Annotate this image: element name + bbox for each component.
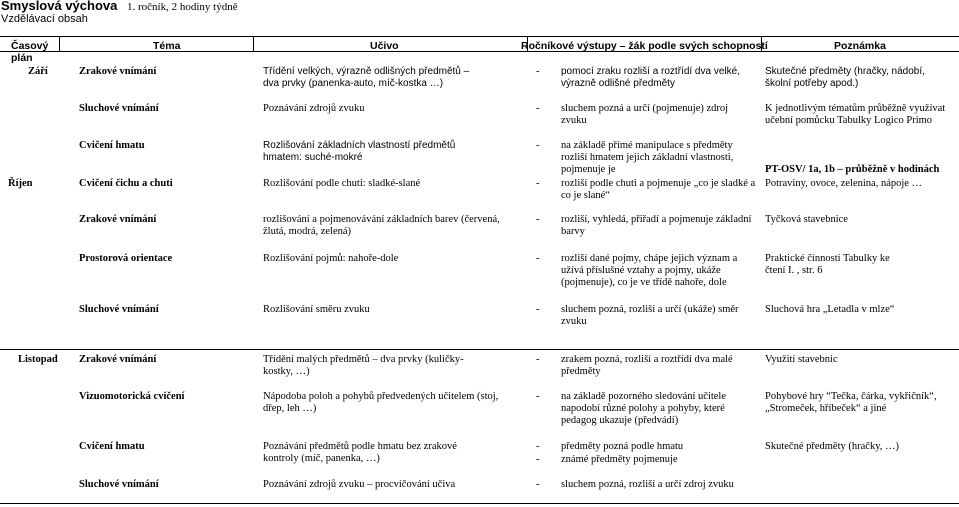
outcome-bullet: - [536, 214, 540, 225]
table-bottom-border [0, 503, 959, 504]
outcome-bullet: - [536, 391, 540, 402]
header-time: Časový plán [11, 40, 49, 64]
topic-cell: Sluchové vnímání [79, 103, 159, 114]
note-cell: Tyčková stavebnice [765, 214, 848, 225]
content-cell: Třídění velkých, výrazně odlišných předmětů – dva prvky (panenka-auto, míč-kostka …) [263, 66, 470, 89]
outcome-cell: sluchem pozná, rozliší a určí zdroj zvuku [561, 479, 734, 490]
topic-cell: Vizuomotorická cvičení [79, 391, 185, 402]
topic-cell: Cvičení hmatu [79, 441, 145, 452]
content-cell: Rozlišování pojmů: nahoře-dole [263, 253, 399, 264]
content-cell: Nápodoba poloh a pohybů předvedených učitelem (stoj, dřep, leh …) [263, 391, 499, 415]
note-cell: PT-OSV/ 1a, 1b – průběžně v hodinách [765, 164, 940, 175]
header-col-divider [253, 37, 254, 51]
note-cell: Skutečné předměty (hračky, …) [765, 441, 900, 452]
section-heading: Vzdělávací obsah [1, 13, 88, 25]
month-divider [0, 349, 959, 350]
outcome-cell: rozliší podle chuti a pojmenuje „co je sladké a co je slané“ [561, 178, 756, 202]
month-cell: Listopad [18, 354, 58, 365]
outcome-bullet: - [536, 103, 540, 114]
outcome-bullet: - [536, 66, 540, 77]
note-cell: Potraviny, ovoce, zelenina, nápoje … [765, 178, 923, 189]
month-cell: Říjen [8, 178, 33, 189]
content-cell: Rozlišování základních vlastností předmětů hmatem: suché-mokré [263, 140, 456, 163]
note-cell: Pohybové hry “Tečka, čárka, vykřičník“, „Stromeček, hříbeček“ a jiné [765, 391, 937, 415]
outcome-cell: sluchem pozná a určí (pojmenuje) zdroj zvuku [561, 103, 729, 127]
outcome-cell: sluchem pozná, rozliší a určí (ukáže) směr zvuku [561, 304, 739, 328]
document-subtitle: 1. ročník, 2 hodiny týdně [127, 1, 238, 13]
content-cell: Poznávání předmětů podle hmatu bez zrakové kontroly (míč, panenka, …) [263, 441, 457, 465]
note-cell: Skutečné předměty (hračky, nádobí, školní potřeby apod.) [765, 66, 925, 89]
outcome-cell: rozliší, vyhledá, přiřadí a pojmenuje základní barvy [561, 214, 752, 238]
note-cell: Využití stavebnic [765, 354, 838, 365]
topic-cell: Zrakové vnímání [79, 214, 157, 225]
outcome-cell: zrakem pozná, rozliší a roztřídí dva malé předměty [561, 354, 733, 378]
header-divider [0, 51, 959, 52]
content-cell: Třídění malých předmětů – dva prvky (kuličky-kostky, …) [263, 354, 464, 378]
note-cell: Praktické činnosti Tabulky ke čtení I. , str. 6 [765, 253, 890, 277]
header-outcomes: Ročníkové výstupy – žák podle svých schopností [521, 40, 768, 52]
topic-cell: Sluchové vnímání [79, 304, 159, 315]
outcome-bullet: - [536, 253, 540, 264]
outcome-bullet: - [536, 140, 540, 151]
topic-cell: Zrakové vnímání [79, 66, 157, 77]
topic-cell: Cvičení čichu a chuti [79, 178, 173, 189]
table-top-border [0, 36, 959, 37]
note-cell: Sluchová hra „Letadla v mlze“ [765, 304, 895, 315]
topic-cell: Cvičení hmatu [79, 140, 145, 151]
header-notes: Poznámka [834, 40, 886, 52]
header-col-divider [59, 37, 60, 51]
outcome-cell: pomocí zraku rozliší a roztřídí dva velké, výrazně odlišné předměty [561, 66, 740, 89]
topic-cell: Sluchové vnímání [79, 479, 159, 490]
outcome-bullet: - [536, 354, 540, 365]
content-cell: Rozlišování podle chuti: sladké-slané [263, 178, 421, 189]
topic-cell: Prostorová orientace [79, 253, 173, 264]
header-topic: Téma [153, 40, 181, 52]
outcome-bullet: - [536, 479, 540, 490]
outcome-cell: známé předměty pojmenuje [561, 454, 678, 465]
outcome-bullet: - [536, 178, 540, 189]
month-cell: Září [28, 66, 48, 77]
outcome-bullet: - [536, 441, 540, 452]
content-cell: rozlišování a pojmenovávání základních barev (červená, žlutá, modrá, zelená) [263, 214, 500, 238]
outcome-bullet: - [536, 304, 540, 315]
outcome-cell: na základě pozorného sledování učitele napodobí různé polohy a pohyby, které pedagog ukazuje (předvádí) [561, 391, 727, 427]
content-cell: Poznávání zdrojů zvuku – procvičování učiva [263, 479, 456, 490]
outcome-cell: předměty pozná podle hmatu [561, 441, 684, 452]
outcome-cell: rozliší dané pojmy, chápe jejich význam a užívá příslušné vztahy a pojmy, ukáže (pojmenuje), co je ve třídě nahoře, dole [561, 253, 738, 289]
note-cell: K jednotlivým tématům průběžně využívat učební pomůcku Tabulky Logico Primo [765, 103, 946, 127]
outcome-cell: na základě přímé manipulace s předměty rozliší hmatem jejich základní vlastnosti, pojmenuje je [561, 140, 734, 176]
outcome-bullet: - [536, 454, 540, 465]
content-cell: Poznávání zdrojů zvuku [263, 103, 365, 114]
content-cell: Rozlišování směru zvuku [263, 304, 370, 315]
header-content: Učivo [370, 40, 399, 52]
document-title: Smyslová výchova [1, 0, 118, 13]
topic-cell: Zrakové vnímání [79, 354, 157, 365]
